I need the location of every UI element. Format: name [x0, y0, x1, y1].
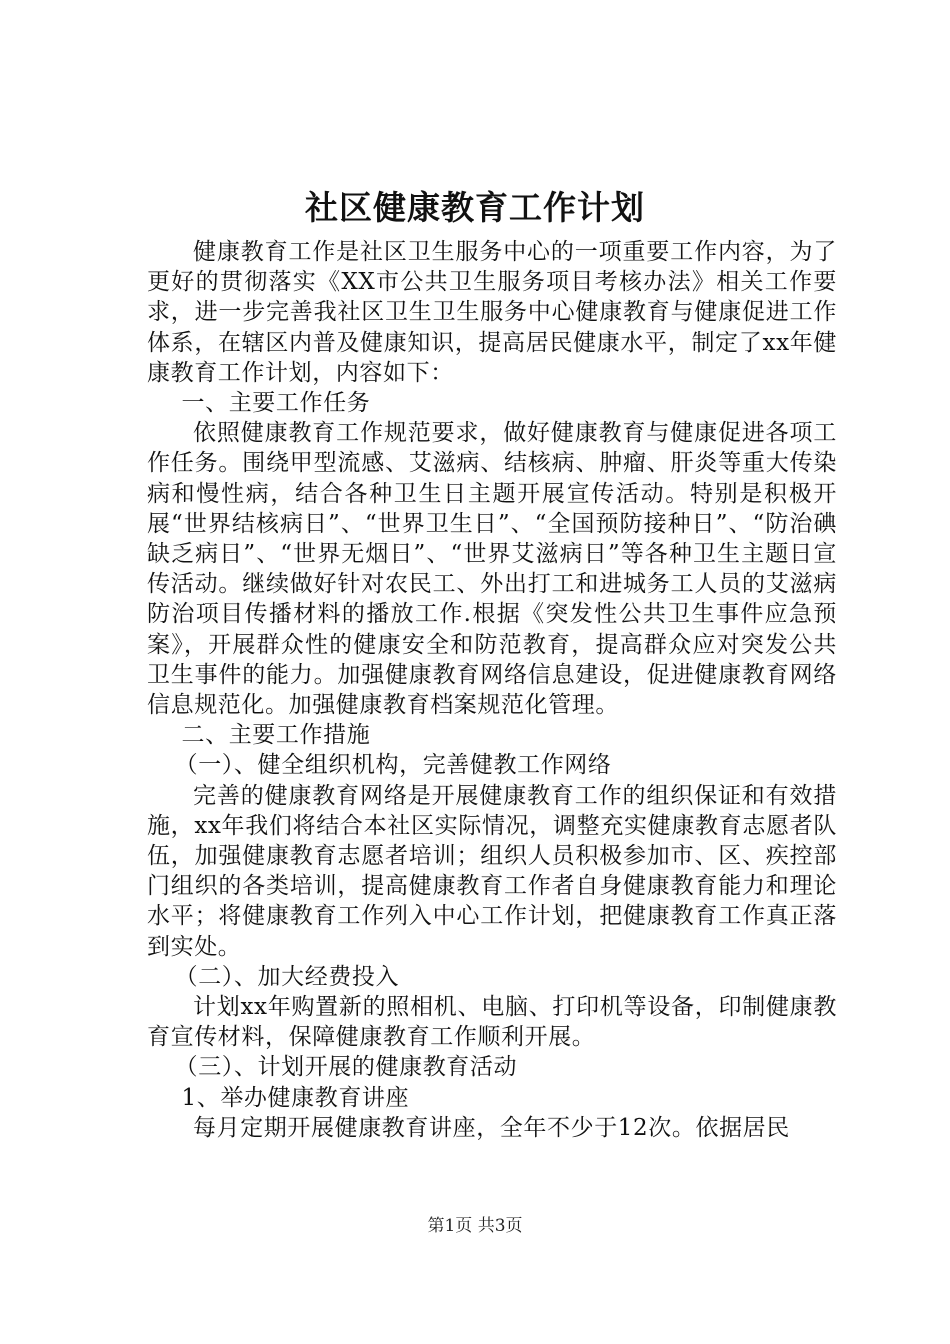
paragraph-organization: 完善的健康教育网络是开展健康教育工作的组织保证和有效措施，xx年我们将结合本社区实际情况，调整充实健康教育志愿者队伍，加强健康教育志愿者培训；组织人员积极参加市、区、疾控部门组织的各类培训，提高健康教育工作者自身健康教育能力和理论水平；将健康教育工作列入中心工作计划，把健康教育工作真正落到实处。 — [147, 782, 837, 960]
subheading-funding: （二）、加大经费投入 — [174, 963, 400, 990]
page-footer — [0, 1215, 950, 1237]
section-heading-measures: 二、主要工作措施 — [181, 722, 371, 749]
paragraph-intro: 健康教育工作是社区卫生服务中心的一项重要工作内容，为了更好的贯彻落实《XX市公共卫生服务项目考核办法》相关工作要求，进一步完善我社区卫生卫生服务中心健康教育与健康促进工作体系，在辖区内普及健康知识，提高居民健康水平，制定了xx年健康教育工作计划，内容如下： — [147, 239, 837, 386]
subheading-organization: （一）、健全组织机构，完善健教工作网络 — [174, 752, 612, 779]
page-indicator: 第1页 共3页 — [427, 1216, 523, 1236]
subheading-activities: （三）、计划开展的健康教育活动 — [174, 1054, 518, 1081]
paragraph-funding: 计划xx年购置新的照相机、电脑、打印机等设备，印制健康教育宣传材料，保障健康教育工作顺利开展。 — [147, 994, 837, 1051]
page-title: 社区健康教育工作计划 — [305, 188, 645, 227]
document-body — [147, 237, 837, 1143]
paragraph-tasks: 依照健康教育工作规范要求，做好健康教育与健康促进各项工作任务。围绕甲型流感、艾滋病、结核病、肿瘤、肝炎等重大传染病和慢性病，结合各种卫生日主题开展宣传活动。特别是积极开展“世界结核病日”、“世界卫生日”、“全国预防接种日”、“防治碘缺乏病日”、“世界无烟日”、“世界艾滋病日”等各种卫生主题日宣传活动。继续做好针对农民工、外出打工和进城务工人员的艾滋病防治项目传播材料的播放工作.根据《突发性公共卫生事件应急预案》，开展群众性的健康安全和防范教育，提高群众应对突发公共卫生事件的能力。加强健康教育网络信息建设，促进健康教育网络信息规范化。加强健康教育档案规范化管理。 — [147, 420, 837, 719]
list-item-lectures: 1、举办健康教育讲座 — [181, 1084, 410, 1111]
paragraph-lectures: 每月定期开展健康教育讲座，全年不少于12次。依据居民 — [193, 1114, 790, 1141]
section-heading-tasks: 一、主要工作任务 — [181, 390, 371, 417]
